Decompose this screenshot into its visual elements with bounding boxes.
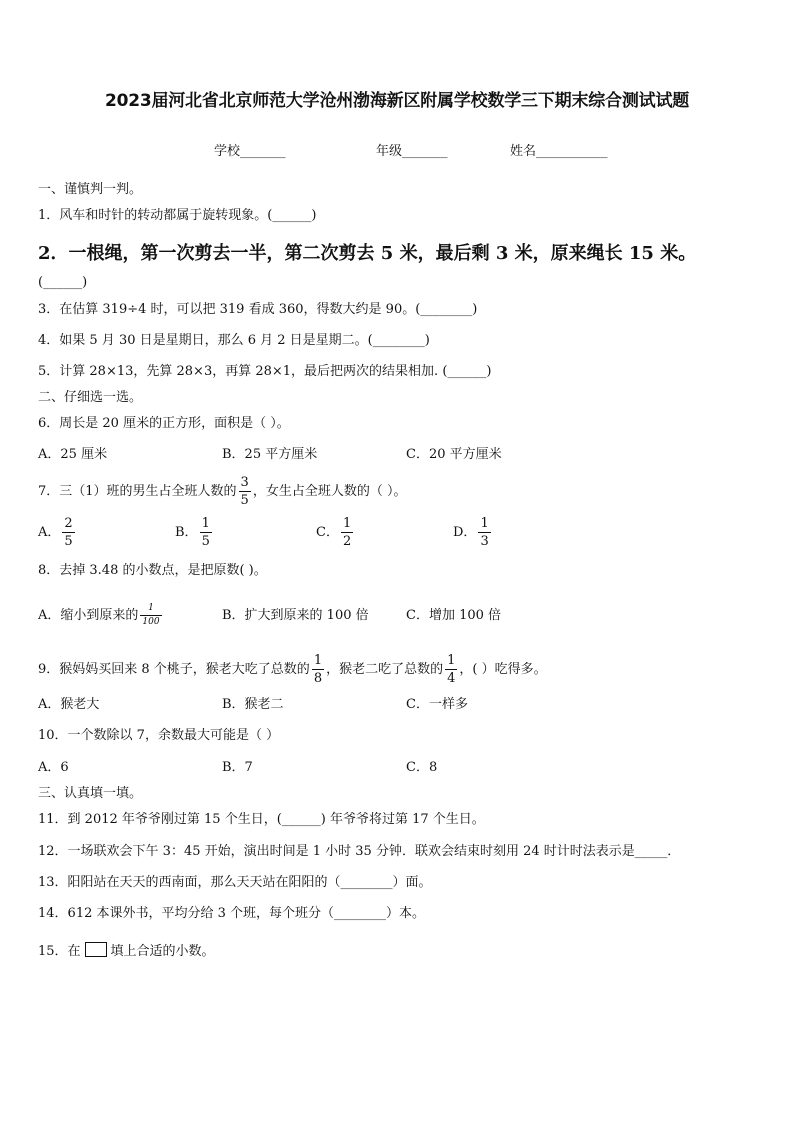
q8-option-c: C．增加 100 倍 xyxy=(406,608,502,623)
q9-option-c: C．一样多 xyxy=(406,697,468,712)
question-10: 10．一个数除以 7，余数最大可能是（ ） xyxy=(38,728,280,743)
q9-option-a: A．猴老大 xyxy=(38,697,100,712)
q9-fraction-1 xyxy=(312,654,324,685)
q7-option-d-denominator: 3 xyxy=(480,534,489,549)
answer-box xyxy=(85,942,107,957)
q7-option-c-numerator: 1 xyxy=(342,516,352,531)
q7-text-pre: 7．三（1）班的男生占全班人数的 xyxy=(38,484,237,499)
section-heading-1: 一、谨慎判一判。 xyxy=(38,182,143,197)
q8-option-a-label: A．缩小到原来的 xyxy=(38,608,139,623)
question-7 xyxy=(38,472,406,512)
q9-text-mid: ，猴老二吃了总数的 xyxy=(326,662,444,677)
q7-option-d-fraction xyxy=(478,517,490,548)
q7-denominator: 5 xyxy=(240,493,249,508)
q7-text-post: ，女生占全班人数的（ ）。 xyxy=(252,484,407,499)
question-2: 2．一根绳，第一次剪去一半，第二次剪去 5 米，最后剩 3 米，原来绳长 15 米。 xyxy=(38,243,697,264)
q6-option-c: C．20 平方厘米 xyxy=(406,447,502,462)
q7-option-c-denominator: 2 xyxy=(342,534,352,549)
q8-option-a-denominator: 100 xyxy=(142,617,160,627)
q9-text-post: ，( ）吃得多。 xyxy=(459,662,547,677)
q7-option-d-label: D． xyxy=(453,525,477,540)
section-heading-3: 三、认真填一填。 xyxy=(38,786,143,801)
q7-option-a xyxy=(38,513,77,553)
q7-option-c-label: C． xyxy=(316,525,339,540)
q7-option-b-numerator: 1 xyxy=(201,516,210,531)
q7-option-a-label: A． xyxy=(38,525,61,540)
q9-option-b: B．猴老二 xyxy=(222,697,284,712)
grade-field: 年级_______ xyxy=(376,144,448,159)
q8-option-a-fraction xyxy=(140,604,161,627)
q7-option-c-fraction xyxy=(341,517,353,548)
school-field: 学校_______ xyxy=(214,144,286,159)
q7-option-b-denominator: 5 xyxy=(201,534,210,549)
q9-numerator-1: 1 xyxy=(313,653,323,668)
q15-text-pre: 15．在 xyxy=(38,944,81,959)
q7-option-b-label: B． xyxy=(175,525,198,540)
q7-numerator: 3 xyxy=(240,475,249,490)
q6-option-a: A．25 厘米 xyxy=(38,447,108,462)
question-8: 8．去掉 3.48 的小数点，是把原数( )。 xyxy=(38,563,267,578)
q7-option-d-numerator: 1 xyxy=(480,516,489,531)
q10-option-a: A．6 xyxy=(38,760,69,775)
q7-fraction xyxy=(239,476,251,507)
question-3: 3．在估算 319÷4 时，可以把 319 看成 360，得数大约是 90。(________) xyxy=(38,302,478,317)
q15-text-post: 填上合适的小数。 xyxy=(110,944,215,959)
q9-numerator-2: 1 xyxy=(447,653,456,668)
question-9 xyxy=(38,650,547,690)
question-2-answer: (______) xyxy=(38,275,88,290)
q7-option-d xyxy=(453,513,493,553)
page-title: 2023届河北省北京师范大学沧州渤海新区附属学校数学三下期末综合测试试题 xyxy=(104,91,690,111)
name-field: 姓名___________ xyxy=(510,144,608,159)
section-heading-2: 二、仔细选一选。 xyxy=(38,390,143,405)
q8-option-a xyxy=(38,600,164,632)
q8-option-b: B．扩大到原来的 100 倍 xyxy=(222,608,369,623)
q7-option-a-fraction xyxy=(62,517,74,548)
q7-option-a-denominator: 5 xyxy=(64,534,73,549)
question-13: 13．阳阳站在天天的西南面，那么天天站在阳阳的（________）面。 xyxy=(38,875,432,890)
q9-fraction-2 xyxy=(445,654,457,685)
q9-denominator-2: 4 xyxy=(447,671,456,686)
q7-option-b-fraction xyxy=(200,517,212,548)
q7-option-c xyxy=(316,513,355,553)
question-6: 6．周长是 20 厘米的正方形，面积是（ ）。 xyxy=(38,416,290,431)
q7-option-a-numerator: 2 xyxy=(64,516,73,531)
q9-text-pre: 9．猴妈妈买回来 8 个桃子，猴老大吃了总数的 xyxy=(38,662,310,677)
q9-denominator-1: 8 xyxy=(313,671,323,686)
question-15 xyxy=(38,942,215,961)
q10-option-b: B．7 xyxy=(222,760,253,775)
question-4: 4．如果 5 月 30 日是星期日，那么 6 月 2 日是星期二。(________) xyxy=(38,333,430,348)
question-1: 1．风车和时针的转动都属于旋转现象。(______) xyxy=(38,208,317,223)
q10-option-c: C．8 xyxy=(406,760,438,775)
question-14: 14．612 本课外书，平均分给 3 个班，每个班分（________）本。 xyxy=(38,906,426,921)
q6-option-b: B．25 平方厘米 xyxy=(222,447,318,462)
question-5: 5．计算 28×13，先算 28×3，再算 28×1，最后把两次的结果相加. (______) xyxy=(38,364,492,379)
q7-option-b xyxy=(175,513,214,553)
question-11: 11．到 2012 年爷爷刚过第 15 个生日，(______) 年爷爷将过第 17 个生日。 xyxy=(38,812,485,827)
q8-option-a-numerator: 1 xyxy=(148,603,154,613)
question-12: 12．一场联欢会下午 3：45 开始，演出时间是 1 小时 35 分钟．联欢会结束时刻用 24 时计时法表示是_____． xyxy=(38,844,681,859)
